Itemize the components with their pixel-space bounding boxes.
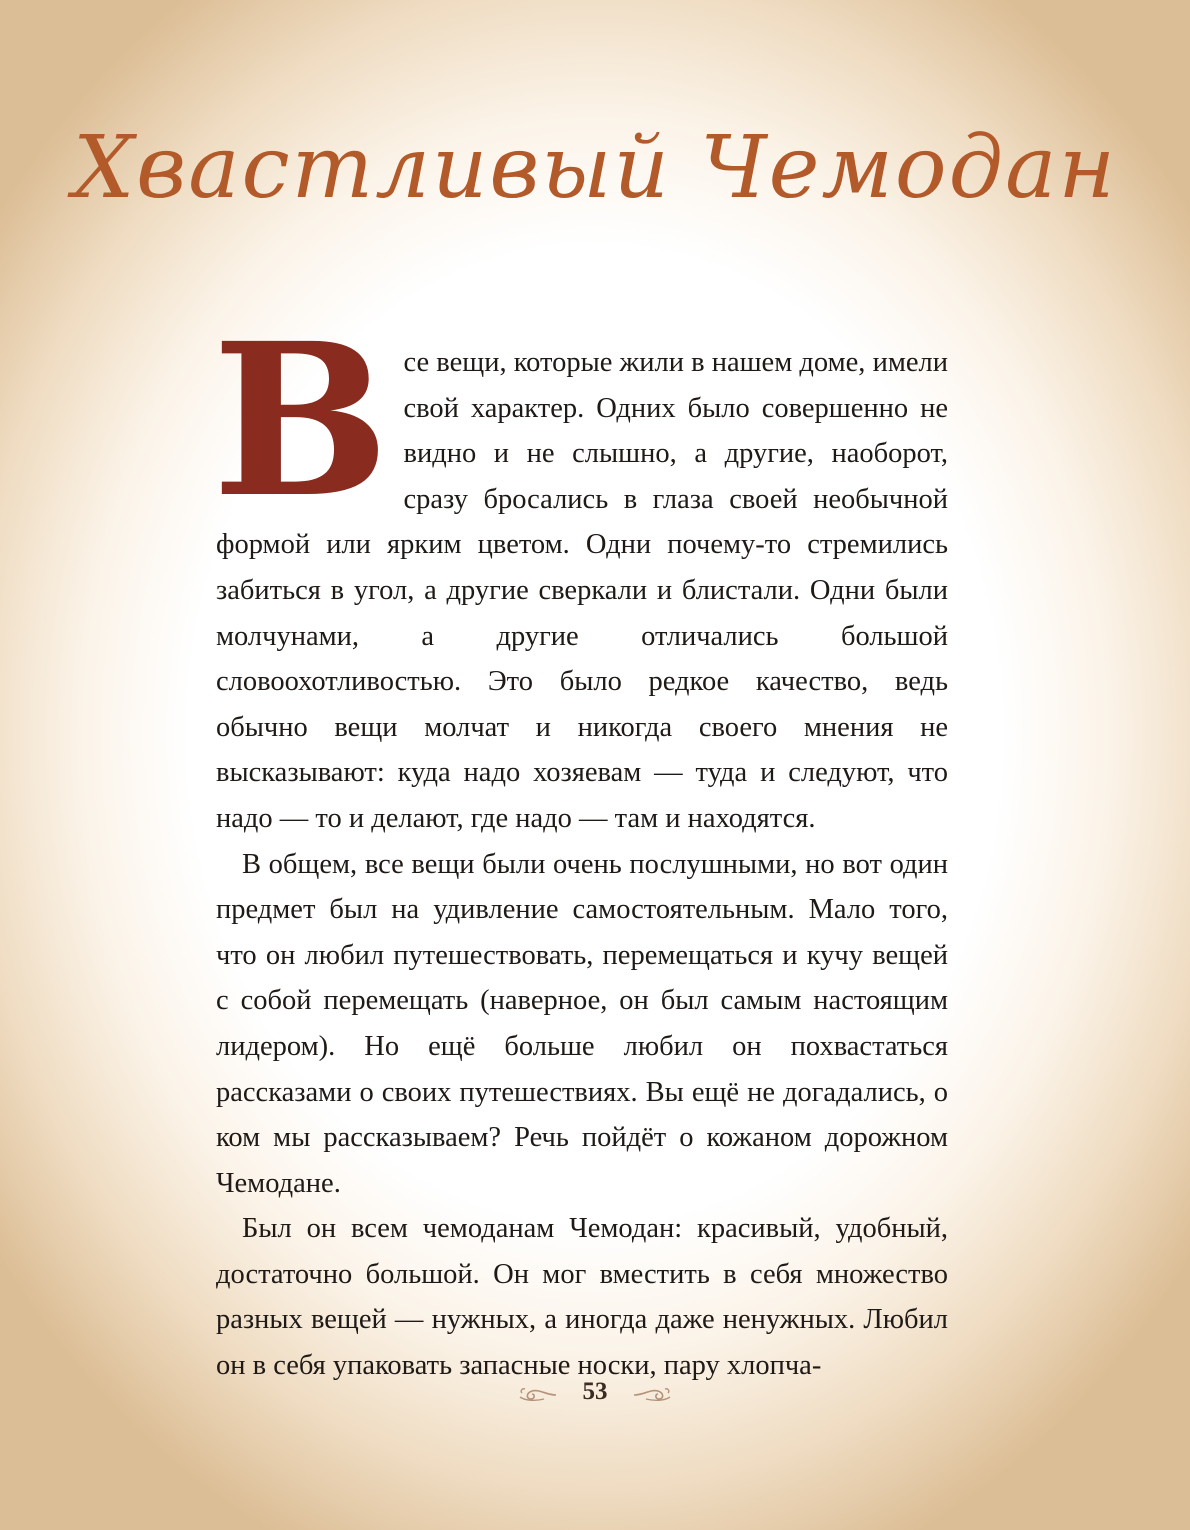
paragraph-2: В общем, все вещи были очень послушными, но вот один предмет был на удивление самостоятельным. Мало того, что он любил путешествовать, перемещаться и кучу вещей с собой перемещать (наверное, он был самым настоящим лидером). Но ещё больше любил он похвастаться рассказами о своих путешествиях. Вы ещё не догадались, о ком мы рассказываем? Речь пойдёт о кожаном дорожном Чемодане. xyxy=(216,848,948,1199)
page-footer xyxy=(0,1378,1190,1406)
left-swirl-ornament-icon xyxy=(516,1383,558,1403)
right-swirl-ornament-icon xyxy=(632,1383,674,1403)
paragraph-1-text: се вещи, которые жили в нашем доме, имели свой характер. Одних было совершенно не видно и не слышно, а другие, наоборот, сразу бросались в глаза своей необычной формой или ярким цветом. Одни почему-то стремились забиться в угол, а другие сверкали и блистали. Одни были молчунами, а другие отличались большой словоохотливостью. Это было редкое качество, ведь обычно вещи молчат и никогда своего мнения не высказывают: куда надо хозяевам — туда и следуют, что надо — то и делают, где надо — там и находятся. xyxy=(216,347,948,834)
chapter-title: Хвастливый Чемодан xyxy=(72,118,1118,218)
paragraph-3: Был он всем чемоданам Чемодан: красивый, удобный, достаточно большой. Он мог вместить в себя множество разных вещей — нужных, а иногда даже ненужных. Любил он в себя упаковать запасные носки, пару хлопча- xyxy=(216,1213,948,1382)
body-text xyxy=(212,297,948,1389)
paragraph-1 xyxy=(212,297,948,842)
page-number: 53 xyxy=(582,1378,608,1405)
drop-cap: В xyxy=(212,297,390,544)
